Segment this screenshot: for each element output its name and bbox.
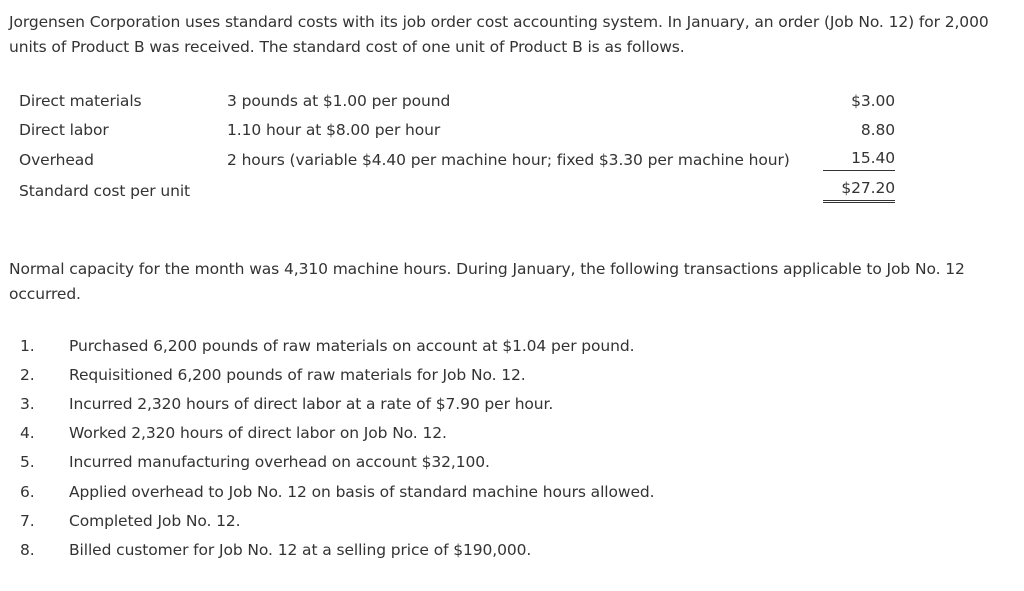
item-number: 2. (20, 365, 35, 384)
item-text: Billed customer for Job No. 12 at a selling price of $190,000. (69, 540, 532, 559)
cost-amount: 8.80 (860, 121, 895, 140)
total-label: Standard cost per unit (19, 182, 191, 201)
item-text: Worked 2,320 hours of direct labor on Job No. 12. (69, 424, 447, 443)
cost-label: Direct labor (19, 121, 109, 140)
normal-capacity-paragraph: Normal capacity for the month was 4,310 machine hours. During January, the following transactions applicable to Job No. 12 occurred. (9, 260, 965, 303)
item-text: Applied overhead to Job No. 12 on basis of standard machine hours allowed. (69, 482, 655, 501)
cost-amount: 15.40 (823, 149, 895, 171)
item-number: 8. (20, 540, 35, 559)
item-number: 1. (20, 336, 35, 355)
cost-row-direct-materials (10, 86, 895, 116)
list-item (10, 419, 654, 448)
item-text: Requisitioned 6,200 pounds of raw materials for Job No. 12. (69, 365, 526, 384)
cost-amount: $3.00 (851, 91, 895, 110)
list-item (10, 506, 654, 535)
cost-description: 2 hours (variable $4.40 per machine hour; fixed $3.30 per machine hour) (227, 150, 790, 169)
list-item (10, 331, 654, 360)
total-amount: $27.20 (823, 179, 895, 203)
cost-label: Overhead (19, 150, 94, 169)
list-item (10, 535, 654, 564)
item-text: Incurred manufacturing overhead on account $32,100. (69, 453, 490, 472)
cost-row-overhead (10, 145, 895, 175)
item-number: 3. (20, 394, 35, 413)
list-item (10, 360, 654, 389)
cost-label: Direct materials (19, 91, 142, 110)
item-number: 4. (20, 424, 35, 443)
item-number: 6. (20, 482, 35, 501)
intro-paragraph: Jorgensen Corporation uses standard costs with its job order cost accounting system. In January, an order (Job No. 12) for 2,000 units of Product B was received. The standard cost of one unit of Product B is as follows. (9, 13, 989, 56)
item-number: 7. (20, 511, 35, 530)
item-text: Incurred 2,320 hours of direct labor at a rate of $7.90 per hour. (69, 394, 554, 413)
cost-row-direct-labor (10, 116, 895, 146)
item-text: Completed Job No. 12. (69, 511, 241, 530)
cost-description: 3 pounds at $1.00 per pound (227, 91, 451, 110)
standard-cost-table (10, 86, 895, 206)
list-item (10, 448, 654, 477)
list-item (10, 389, 654, 418)
item-text: Purchased 6,200 pounds of raw materials on account at $1.04 per pound. (69, 336, 635, 355)
list-item (10, 477, 654, 506)
transactions-list (10, 331, 654, 565)
cost-description: 1.10 hour at $8.00 per hour (227, 121, 441, 140)
item-number: 5. (20, 453, 35, 472)
cost-row-total (10, 175, 895, 207)
